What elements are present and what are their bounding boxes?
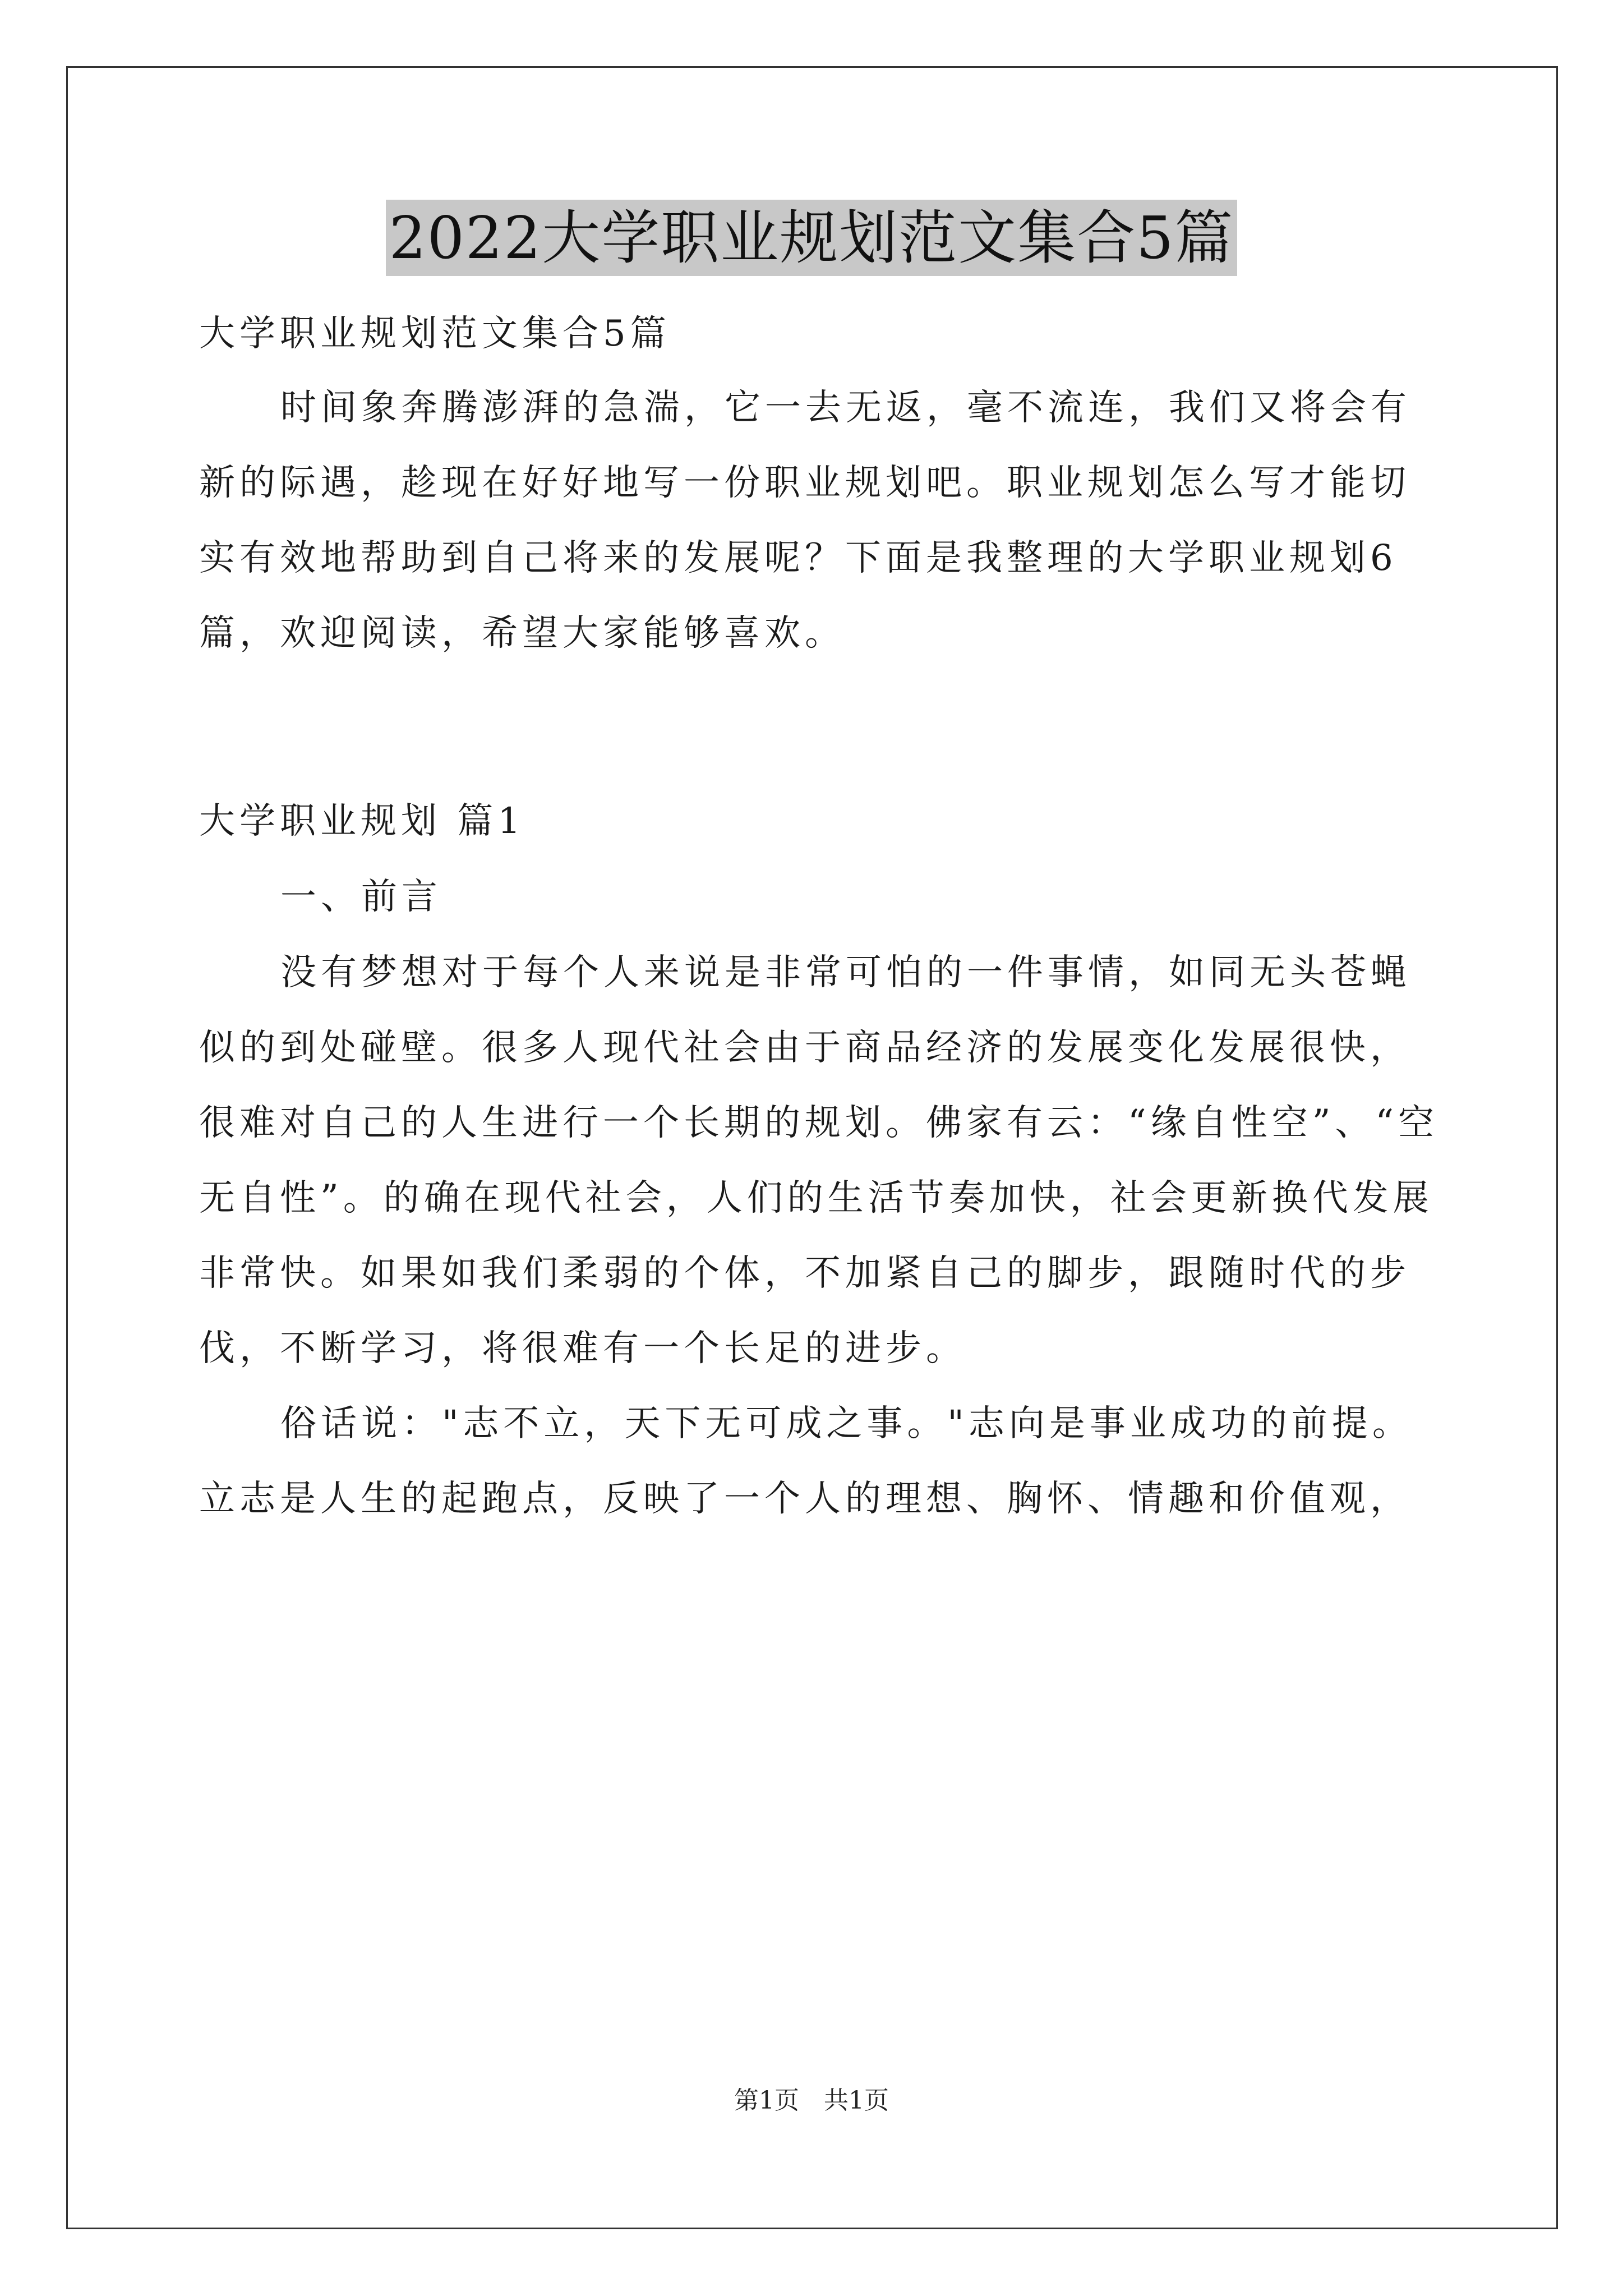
paragraph-line: 俗话说："志不立，天下无可成之事。"志向是事业成功的前提。: [280, 1403, 1413, 1444]
title-container: [0, 200, 1623, 276]
document-title: 2022大学职业规划范文集合5篇: [386, 200, 1238, 276]
paragraph-line: 非常快。如果如我们柔弱的个体，不加紧自己的脚步，跟随时代的步: [199, 1253, 1410, 1294]
paragraph-line: 没有梦想对于每个人来说是非常可怕的一件事情，如同无头苍蝇: [280, 952, 1411, 993]
paragraph-line: 无自性”。的确在现代社会，人们的生活节奏加快，社会更新换代发展: [199, 1177, 1433, 1219]
intro-line: 时间象奔腾澎湃的急湍，它一去无返，毫不流连，我们又将会有: [280, 387, 1411, 429]
document-body: [199, 306, 1439, 1527]
paragraph-line: 伐，不断学习，将很难有一个长足的进步。: [199, 1328, 966, 1369]
page-footer: 第1页 共1页: [734, 2086, 889, 2115]
intro-line: 新的际遇，趁现在好好地写一份职业规划吧。职业规划怎么写才能切: [199, 462, 1410, 504]
paragraph-line: 似的到处碰壁。很多人现代社会由于商品经济的发展变化发展很快，: [199, 1027, 1410, 1069]
document-subtitle: 大学职业规划范文集合5篇: [199, 313, 671, 355]
intro-line: 篇，欢迎阅读，希望大家能够喜欢。: [199, 613, 845, 654]
paragraph-line: 立志是人生的起跑点，反映了一个人的理想、胸怀、情趣和价值观，: [199, 1478, 1410, 1520]
subsection-heading: 一、前言: [280, 876, 442, 918]
intro-line: 实有效地帮助到自己将来的发展呢？下面是我整理的大学职业规划6: [199, 537, 1398, 579]
paragraph-line: 很难对自己的人生进行一个长期的规划。佛家有云：“缘自性空”、“空: [199, 1102, 1439, 1144]
section-heading: 大学职业规划 篇1: [199, 800, 525, 842]
